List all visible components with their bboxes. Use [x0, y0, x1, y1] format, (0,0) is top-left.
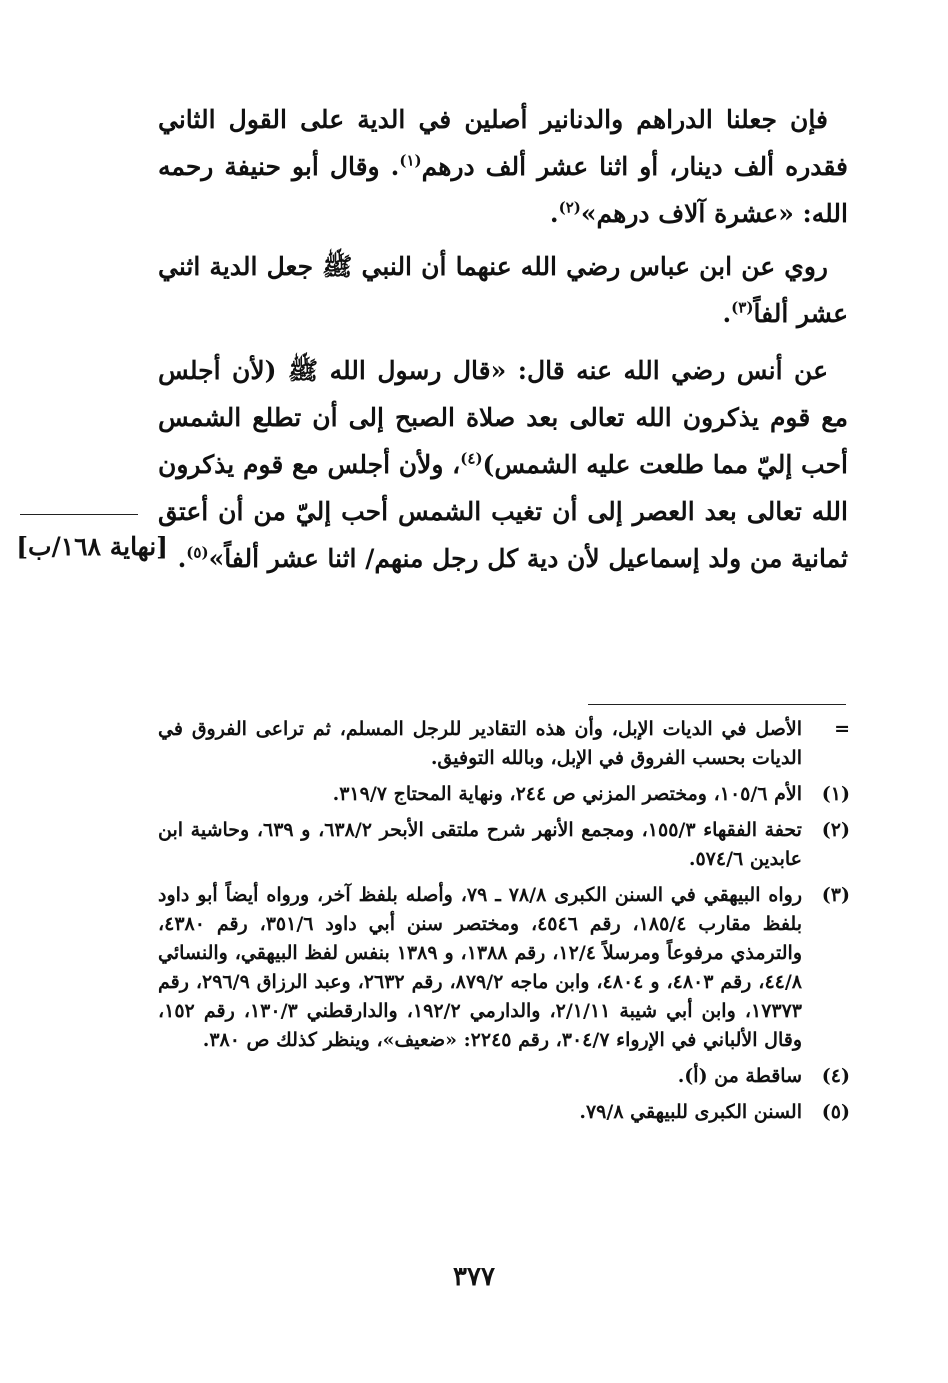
footnote-text: تحفة الفقهاء ١٥٥/٣، ومجمع الأنهر شرح ملتقى الأبحر ٦٣٨/٢، و ٦٣٩، وحاشية ابن عابدين ٥٧٤/٦. [158, 819, 802, 870]
page-number: ٣٧٧ [453, 1262, 495, 1292]
footnote-2 [158, 816, 850, 874]
paragraph-3-continuation: ، ولأن أجلس مع قوم يذكرون الله تعالى بعد العصر إلى أن تغيب الشمس أحب إليّ من أن أعتق ثمانية من ولد إسماعيل لأن دية كل رجل منهم/ اثنا عشر ألفاً» [158, 450, 848, 573]
margin-note: [نهاية ١٦٨/ب] [16, 532, 168, 561]
footnote-ref-1: (١) [399, 151, 422, 170]
footnote-1 [158, 780, 850, 809]
paragraph-1-continuation: . وقال أبو حنيفة رحمه الله: «عشرة آلاف درهم» [158, 152, 848, 228]
footnote-text: رواه البيهقي في السنن الكبرى ٧٨/٨ ـ ٧٩، وأصله بلفظ آخر، ورواه أيضاً أبو داود بلفظ مقارب ١٨٥/٤، رقم ٤٥٤٦، ومختصر سنن أبي داود ٣٥١/٦، رقم ٤٣٨٠، والترمذي مرفوعاً ومرسلاً ١٢/٤، رقم ١٣٨٨، و ١٣٨٩ بنفس لفظ البيهقي، والنسائي ٤٤/٨، رقم ٤٨٠٣، و ٤٨٠٤، وابن ماجه ٨٧٩/٢، رقم ٢٦٣٢، وعبد الرزاق ٢٩٦/٩، رقم ١٧٣٧٣، وابن أبي شيبة ٢/١/١١، والدارمي ١٩٢/٢، والدارقطني ١٣٠/٣، رقم ١٥٢، وقال الألباني في الإرواء ٣٠٤/٧، رقم ٢٢٤٥: «ضعيف»، وينظر كذلك ص ٣٨٠. [158, 884, 803, 1051]
footnote-number: (٤) [821, 1065, 850, 1087]
paragraph-2-text: روي عن ابن عباس رضي الله عنهما أن النبي ﷺ جعل الدية اثني عشر ألفاً [158, 252, 848, 328]
footnote-text: الأصل في الديات الإبل، وأن هذه التقادير للرجل المسلم، ثم تراعى الفروق في الديات بحسب الفروق في الإبل، وبالله التوفيق. [158, 718, 802, 769]
footnote-5 [158, 1098, 850, 1127]
footnote-text: السنن الكبرى للبيهقي ٧٩/٨. [579, 1101, 802, 1123]
paragraph-1 [158, 96, 848, 237]
footnote-text: الأم ١٠٥/٦، ومختصر المزني ص ٢٤٤، ونهاية المحتاج ٣١٩/٧. [332, 783, 802, 805]
footnote-3 [158, 881, 850, 1055]
paragraph-3-end: . [177, 544, 187, 573]
paragraph-1-end: . [549, 199, 559, 228]
footnote-number: (١) [821, 783, 850, 805]
footnote-number: (٥) [821, 1101, 850, 1123]
footnote-continuation [158, 715, 850, 773]
margin-rule [20, 514, 138, 515]
paragraph-2 [158, 243, 848, 337]
footnote-text: ساقطة من (أ). [677, 1065, 802, 1087]
footnote-ref-4: (٤) [460, 449, 483, 468]
paragraph-3 [158, 347, 848, 582]
paragraph-2-end: . [722, 299, 732, 328]
footnote-number: (٢) [821, 819, 850, 841]
footnote-4 [158, 1062, 850, 1091]
paragraph-1-text: فإن جعلنا الدراهم والدنانير أصلين في الدية على القول الثاني فقدره ألف دينار، أو اثنا عشر ألف درهم [158, 105, 849, 181]
paragraph-3-text: عن أنس رضي الله عنه قال: «قال رسول الله ﷺ (لأن أجلس مع قوم يذكرون الله تعالى بعد صلاة الصبح إلى أن تطلع الشمس أحب إليّ مما طلعت عليه الشمس) [158, 356, 848, 479]
footnote-marker: = [834, 718, 850, 740]
footnote-number: (٣) [821, 884, 850, 906]
footnotes [158, 715, 850, 1134]
footnote-ref-2: (٢) [558, 198, 581, 217]
footnote-separator [588, 704, 846, 705]
footnote-ref-3: (٣) [731, 298, 754, 317]
footnote-ref-5: (٥) [186, 543, 209, 562]
